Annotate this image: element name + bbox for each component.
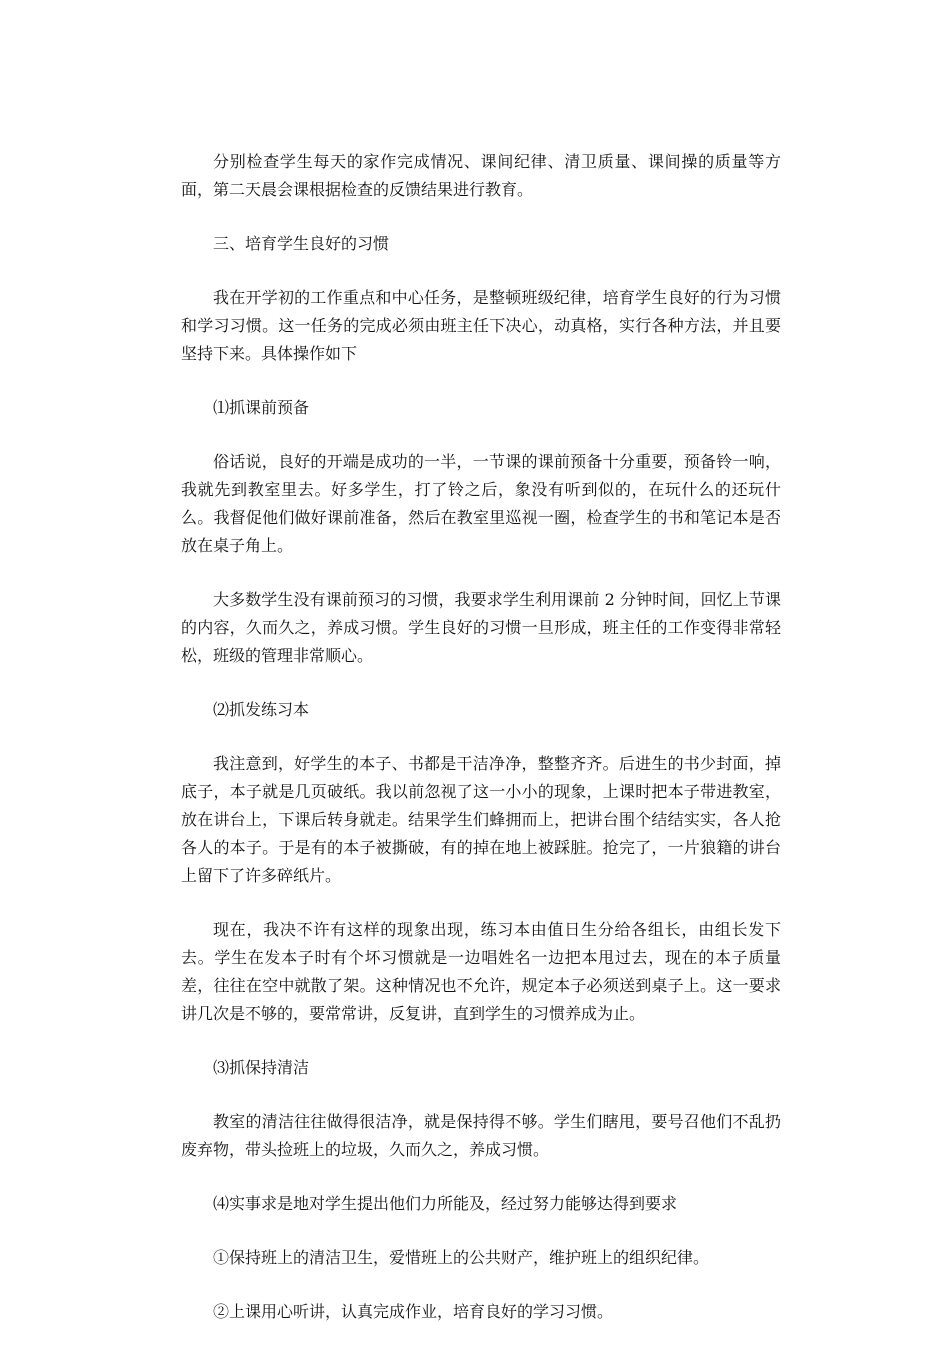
paragraph-preview-habit: 大多数学生没有课前预习的习惯，我要求学生利用课前 2 分钟时间，回忆上节课的内容，久而久之，养成习惯。学生良好的习惯一旦形成，班主任的工作变得非常轻松，班级的管理非常顺心。	[181, 590, 781, 665]
section-heading-habits: 三、培育学生良好的习惯	[213, 234, 390, 253]
list-item-requirement-1: ①保持班上的清洁卫生，爱惜班上的公共财产，维护班上的组织纪律。	[213, 1248, 710, 1267]
list-item-requirement-2: ②上课用心听讲，认真完成作业，培育良好的学习习惯。	[213, 1302, 614, 1321]
paragraph-inspection: 分别检查学生每天的家作完成情况、课间纪律、清卫质量、课间操的质量等方面，第二天晨会课根据检查的反馈结果进行教育。	[181, 152, 781, 199]
paragraph-pre-class: 俗话说，良好的开端是成功的一半，一节课的课前预备十分重要，预备铃一响，我就先到教室里去。好多学生，打了铃之后，象没有听到似的，在玩什么的还玩什么。我督促他们做好课前准备，然后在教室里巡视一圈，检查学生的书和笔记本是否放在桌子角上。	[181, 452, 781, 555]
document-body	[181, 148, 781, 1352]
subheading-cleanliness: ⑶抓保持清洁	[213, 1058, 310, 1077]
paragraph-workbooks-now: 现在，我决不许有这样的现象出现，练习本由值日生分给各组长，由组长发下去。学生在发本子时有个坏习惯就是一边唱姓名一边把本甩过去，现在的本子质量差，往往在空中就散了架。这种情况也不允许，规定本子必须送到桌子上。这一要求讲几次是不够的，要常常讲，反复讲，直到学生的习惯养成为止。	[181, 920, 781, 1023]
paragraph-focus: 我在开学初的工作重点和中心任务，是整顿班级纪律，培育学生良好的行为习惯和学习习惯。这一任务的完成必须由班主任下决心，动真格，实行各种方法，并且要坚持下来。具体操作如下	[181, 288, 781, 363]
subheading-pre-class: ⑴抓课前预备	[213, 398, 310, 417]
paragraph-workbooks-past: 我注意到，好学生的本子、书都是干洁净净，整整齐齐。后进生的书少封面，掉底子，本子就是几页破纸。我以前忽视了这一小小的现象，上课时把本子带进教室，放在讲台上，下课后转身就走。结果学生们蜂拥而上，把讲台围个结结实实，各人抢各人的本子。于是有的本子被撕破，有的掉在地上被踩脏。抢完了，一片狼籍的讲台上留下了许多碎纸片。	[181, 754, 781, 885]
subheading-requirements: ⑷实事求是地对学生提出他们力所能及，经过努力能够达得到要求	[213, 1194, 678, 1213]
paragraph-cleanliness: 教室的清洁往往做得很洁净，就是保持得不够。学生们瞎甩，要号召他们不乱扔废弃物，带头捡班上的垃圾，久而久之，养成习惯。	[181, 1112, 781, 1159]
subheading-workbooks: ⑵抓发练习本	[213, 700, 310, 719]
